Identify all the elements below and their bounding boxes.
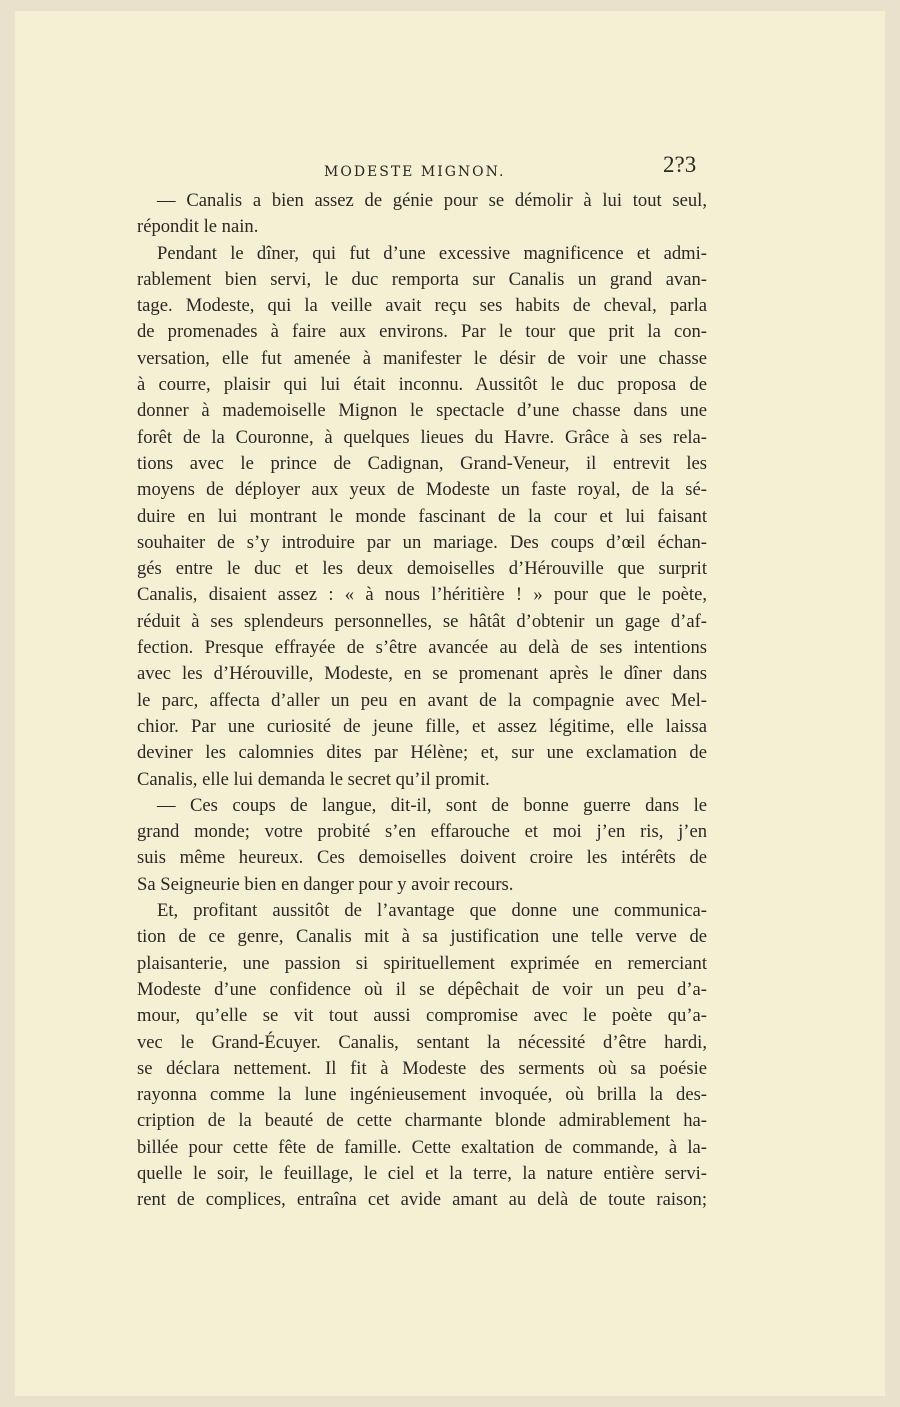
text-line: donner à mademoiselle Mignon le spectacle d’une chasse dans une — [137, 400, 707, 422]
text-line: quelle le soir, le feuillage, le ciel et la terre, la nature entière servi- — [137, 1162, 707, 1184]
text-line: Sa Seigneurie bien en danger pour y avoir recours. — [137, 873, 514, 895]
text-line: rablement bien servi, le duc remporta sur Canalis un grand avan- — [137, 268, 707, 290]
text-line: fection. Presque effrayée de s’être avancée au delà de ses intentions — [137, 637, 707, 659]
text-line: suis même heureux. Ces demoiselles doivent croire les intérêts de — [137, 847, 707, 869]
text-line: plaisanterie, une passion si spirituellement exprimée en remerciant — [137, 952, 707, 974]
text-line: chior. Par une curiosité de jeune fille, et assez légitime, elle laissa — [137, 715, 707, 737]
text-line: vec le Grand-Écuyer. Canalis, sentant la nécessité d’être hardi, — [137, 1031, 707, 1053]
text-line: répondit le nain. — [137, 216, 259, 238]
book-page — [14, 10, 886, 1397]
text-line: billée pour cette fête de famille. Cette exaltation de commande, à la- — [137, 1136, 707, 1158]
text-line: réduit à ses splendeurs personnelles, se hâtât d’obtenir un gage d’af- — [137, 610, 707, 632]
text-line: Modeste d’une confidence où il se dépêchait de voir un peu d’a- — [137, 978, 707, 1000]
page-number: 2?3 — [663, 152, 697, 177]
text-line: mour, qu’elle se vit tout aussi compromise avec le poète qu’a- — [137, 1005, 707, 1027]
text-line: versation, elle fut amenée à manifester le désir de voir une chasse — [137, 347, 707, 369]
text-line: cription de la beauté de cette charmante blonde admirablement ha- — [137, 1110, 707, 1132]
text-line: duire en lui montrant le monde fascinant de la cour et lui faisant — [137, 505, 707, 527]
text-line: tion de ce genre, Canalis mit à sa justification une telle verve de — [137, 926, 707, 948]
text-line: se déclara nettement. Il fit à Modeste des serments où sa poésie — [137, 1057, 707, 1079]
text-line: tage. Modeste, qui la veille avait reçu ses habits de cheval, parla — [137, 295, 707, 317]
text-line: deviner les calomnies dites par Hélène; et, sur une exclamation de — [137, 742, 707, 764]
text-line: moyens de déployer aux yeux de Modeste un faste royal, de la sé- — [137, 479, 707, 501]
text-line: grand monde; votre probité s’en effarouche et moi j’en ris, j’en — [137, 821, 707, 843]
running-title: MODESTE MIGNON. — [324, 164, 506, 180]
text-line: Canalis, elle lui demanda le secret qu’il promit. — [137, 768, 490, 790]
text-line: tions avec le prince de Cadignan, Grand-Veneur, il entrevit les — [137, 452, 707, 474]
text-line: — Canalis a bien assez de génie pour se démolir à lui tout seul, — [157, 190, 707, 211]
text-line: avec les d’Hérouville, Modeste, en se promenant après le dîner dans — [137, 663, 707, 685]
text-line: Canalis, disaient assez : « à nous l’héritière ! » pour que le poète, — [137, 584, 707, 606]
text-line: forêt de la Couronne, à quelques lieues du Havre. Grâce à ses rela- — [137, 426, 707, 448]
text-line: Et, profitant aussitôt de l’avantage que donne une communica- — [157, 900, 707, 922]
body-text — [137, 188, 707, 1214]
text-line: le parc, affecta d’aller un peu en avant de la compagnie avec Mel- — [137, 689, 707, 711]
text-line: de promenades à faire aux environs. Par le tour que prit la con- — [137, 321, 707, 343]
text-line: gés entre le duc et les deux demoiselles d’Hérouville que surprit — [137, 558, 707, 580]
text-line: — Ces coups de langue, dit-il, sont de bonne guerre dans le — [157, 794, 707, 816]
text-line: à courre, plaisir qui lui était inconnu. Aussitôt le duc proposa de — [137, 374, 707, 396]
text-line: rayonna comme la lune ingénieusement invoquée, où brilla la des- — [137, 1084, 707, 1106]
text-line: rent de complices, entraîna cet avide amant au delà de toute raison; — [137, 1189, 707, 1211]
text-line: souhaiter de s’y introduire par un mariage. Des coups d’œil échan- — [137, 531, 707, 553]
text-line: Pendant le dîner, qui fut d’une excessive magnificence et admi- — [157, 242, 707, 264]
